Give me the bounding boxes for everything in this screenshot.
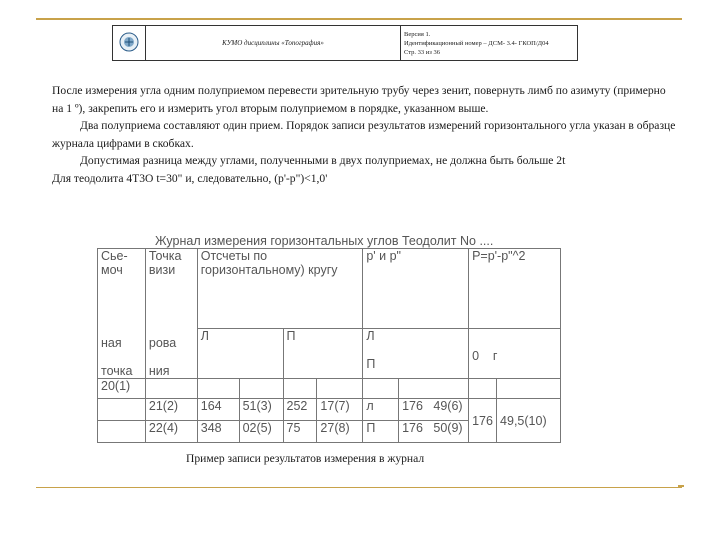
angle-cell: 176 50(9) — [399, 421, 469, 443]
paragraph-measurement: После измерения угла одним полуприемом перевести зрительную трубу через зенит, повернуть лимб по азимуту (примерно на 1 º), закрепить его и измерить угол вторым полуприемом в порядке, указанном выше. — [52, 84, 666, 115]
side-header: Л П — [363, 328, 469, 379]
left-minute-cell: 02(5) — [239, 421, 283, 443]
right-degree-cell: 75 — [283, 421, 317, 443]
left-degree-cell: 348 — [197, 421, 239, 443]
identifier-label: Идентификационный номер – ДСМ- 3.4- ГКОП/Д04 — [404, 39, 549, 47]
paragraph-record-order: Два полуприема составляют один прием. Порядок записи результатов измерений горизонтального угла указан в образце журнала цифрами в скобках. — [52, 119, 676, 150]
target-header-cont: рова ния — [145, 328, 197, 379]
paragraph-theodolite: Для теодолита 4Т3О t=30" и, следовательно, (р'-р")<1,0' — [52, 171, 328, 185]
angle-cell: 176 49(6) — [399, 399, 469, 421]
target-cell: 22(4) — [145, 421, 197, 443]
target-cell: 21(2) — [145, 399, 197, 421]
bottom-rule-tick — [678, 485, 684, 487]
journal-caption: Пример записи результатов измерения в журнал — [186, 452, 425, 465]
journal-title: Журнал измерения горизонтальных углов Теодолит No .... — [155, 234, 494, 248]
station-cell: 20(1) — [98, 379, 146, 399]
target-header: Точка визи — [145, 249, 197, 329]
version-label: Версия 1. — [404, 30, 431, 38]
left-degree-cell: 164 — [197, 399, 239, 421]
angles-header: р' и р" — [363, 249, 469, 329]
page-number-label: Стр. 33 из 36 — [404, 48, 440, 56]
result-minute-cell: 49,5(10) — [497, 399, 561, 443]
paragraph-tolerance: Допустимая разница между углами, полученными в двух полуприемах, не должна быть больше 2t — [80, 154, 566, 167]
right-circle-header: П — [283, 328, 363, 379]
station-header: Сьe- моч — [98, 249, 146, 329]
right-degree-cell: 252 — [283, 399, 317, 421]
header-title: КУМО дисциплины «Топография» — [146, 26, 401, 61]
side-cell: П — [363, 421, 399, 443]
table-header-row — [98, 249, 561, 329]
table-row — [98, 379, 561, 399]
table-header-row — [98, 328, 561, 379]
readings-header: Отсчеты по горизонтальному) кругу — [197, 249, 363, 329]
table-row — [98, 399, 561, 421]
left-minute-cell: 51(3) — [239, 399, 283, 421]
document-header — [112, 25, 578, 61]
result-header: Р=р'-р"^2 — [469, 249, 561, 329]
side-cell: л — [363, 399, 399, 421]
right-minute-cell: 27(8) — [317, 421, 363, 443]
header-meta — [401, 26, 578, 61]
station-header-cont: ная точка — [98, 328, 146, 379]
angle-journal-table — [97, 248, 561, 443]
college-seal-icon — [119, 32, 139, 52]
logo-cell — [113, 26, 146, 61]
left-circle-header: Л — [197, 328, 283, 379]
top-rule — [36, 18, 682, 20]
right-minute-cell: 17(7) — [317, 399, 363, 421]
result-degree-cell: 176 — [469, 399, 497, 443]
result-units-header: 0 г — [469, 328, 561, 379]
bottom-rule — [36, 487, 682, 488]
instruction-text — [52, 82, 677, 187]
